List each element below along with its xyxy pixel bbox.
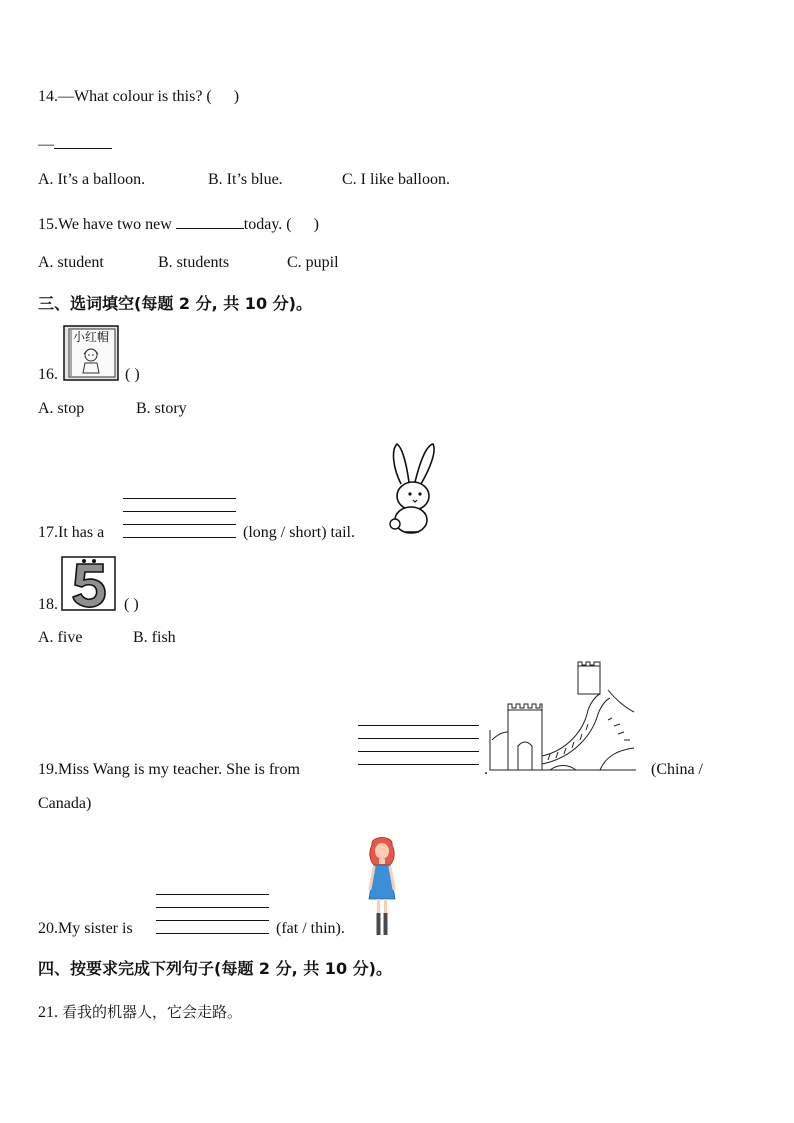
q19-dot: .	[484, 761, 488, 778]
q19-writing-lines[interactable]	[358, 725, 479, 777]
q15-option-b[interactable]: B. students	[158, 254, 230, 271]
q19-text-before: 19.Miss Wang is my teacher. She is from	[38, 761, 300, 778]
q14-question-text: 14.—What colour is this? (	[38, 88, 212, 105]
q14-option-c[interactable]: C. I like balloon.	[342, 171, 450, 188]
storybook-picture	[63, 325, 119, 381]
q15-paren-close: )	[313, 216, 319, 233]
q14-option-b[interactable]: B. It’s blue.	[208, 171, 283, 188]
q20-text-before: 20.My sister is	[38, 920, 133, 937]
q21-question	[38, 1002, 242, 1023]
q19-hint: (China /	[651, 761, 703, 778]
storybook-title: 小红帽	[73, 330, 110, 344]
q18-option-b[interactable]: B. fish	[133, 629, 176, 646]
q20-writing-lines[interactable]	[156, 894, 269, 946]
q14-answer-prefix: —	[38, 136, 54, 153]
q15-text-after: today. (	[243, 216, 292, 233]
q15-option-a[interactable]: A. student	[38, 254, 104, 271]
q21-number: 21.	[38, 1004, 58, 1021]
q17-text-after: (long / short) tail.	[243, 524, 355, 541]
q14-paren-close: )	[233, 88, 240, 105]
q18-option-a[interactable]: A. five	[38, 629, 83, 646]
q16-option-b[interactable]: B. story	[136, 400, 187, 417]
great-wall-picture	[488, 660, 636, 778]
q15-option-c[interactable]: C. pupil	[287, 254, 339, 271]
girl-picture	[364, 835, 400, 937]
number-five-picture	[61, 556, 116, 611]
q15-blank[interactable]	[176, 212, 244, 229]
section-4-title: 四、按要求完成下列句子(每题 2 分, 共 10 分)。	[38, 959, 392, 978]
q20-text-after: (fat / thin).	[276, 920, 345, 937]
q21-text: 看我的机器人，它会走路。	[62, 1003, 243, 1021]
q15-question	[38, 212, 319, 235]
q17-writing-lines[interactable]	[123, 498, 236, 550]
section-3-title: 三、选词填空(每题 2 分, 共 10 分)。	[38, 294, 312, 313]
q16-answer-paren[interactable]: ( )	[125, 366, 140, 383]
q14-question	[38, 87, 239, 107]
q18-number: 18.	[38, 596, 58, 613]
q16-option-a[interactable]: A. stop	[38, 400, 85, 417]
q16-number: 16.	[38, 366, 58, 383]
q14-answer-blank[interactable]	[54, 132, 112, 149]
q15-text-before: 15.We have two new	[38, 216, 176, 233]
q18-answer-paren[interactable]: ( )	[124, 596, 139, 613]
q19-hint-continued: Canada)	[38, 795, 92, 812]
rabbit-picture	[383, 440, 441, 536]
q17-text-before: 17.It has a	[38, 524, 105, 541]
q14-answer-line	[38, 132, 112, 155]
q14-option-a[interactable]: A. It’s a balloon.	[38, 171, 146, 188]
